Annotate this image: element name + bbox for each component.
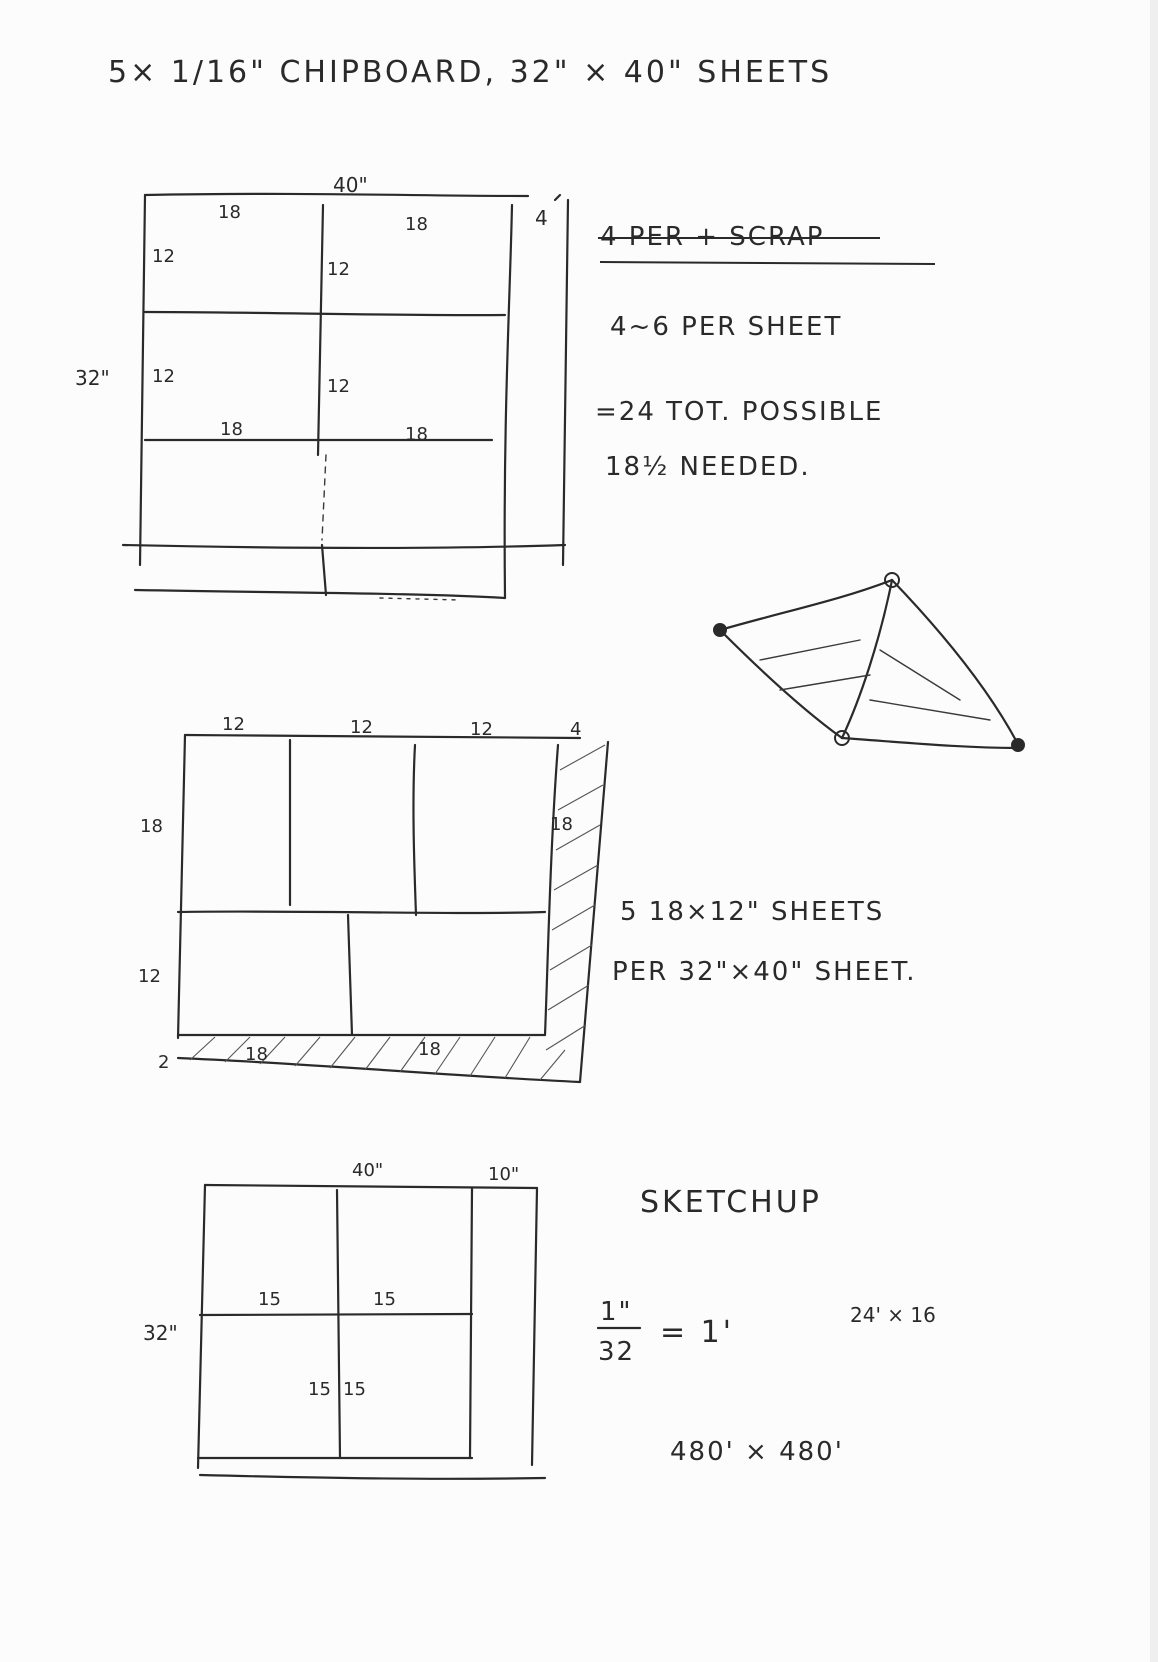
layout-a-mid-left-width: 18 (220, 419, 243, 440)
structure-bottom-edge (842, 738, 1020, 748)
layout-c-cell-label-1: 15 (258, 1289, 281, 1310)
layout-a-col-divider-low (322, 545, 326, 595)
layout-b-bottom-left-label: 2 (158, 1052, 170, 1073)
structure-hatch-1 (760, 640, 860, 660)
layout-a-right-edge (563, 200, 568, 565)
layout-c-height-label: 32" (143, 1321, 178, 1345)
structure-node-left (713, 623, 727, 637)
layout-b-row1-height: 18 (140, 816, 163, 837)
layout-b-diagram (138, 714, 608, 1082)
layout-a-col-divider-dashed (322, 455, 326, 540)
layout-b-left-edge (178, 735, 185, 1038)
structure-left-edge (720, 630, 842, 738)
sketchup-title: SKETCHUP (640, 1185, 822, 1220)
layout-a-right-tick (555, 195, 560, 200)
structure-node-right (1011, 738, 1025, 752)
structure-hatch-3 (880, 650, 960, 700)
layout-a-bottom-edge (135, 590, 505, 598)
structure-spine (842, 580, 892, 738)
layout-a-strip-label: 4 (535, 206, 548, 230)
layout-c-top-edge (205, 1185, 537, 1188)
layout-b-notes (612, 897, 917, 987)
layout-a-row1-left-height: 12 (152, 246, 175, 267)
layout-a-strip-divider (505, 205, 512, 598)
layout-a-height-label: 32" (75, 366, 110, 390)
layout-a-line-row4 (123, 545, 565, 548)
layout-b-row-divider (178, 912, 545, 913)
layout-a-left-edge (140, 195, 145, 565)
layout-b-col-label-1: 12 (222, 714, 245, 735)
layout-c-col-divider (337, 1190, 340, 1458)
layout-a-col-divider (318, 205, 323, 455)
layout-a-bottom-dots (380, 598, 460, 600)
layout-c-width-label: 40" (352, 1160, 384, 1181)
layout-b-col-divider-3 (545, 745, 558, 1035)
layout-a-line-row1 (145, 312, 505, 315)
layout-a-row1-right-height: 12 (327, 259, 350, 280)
layout-b-bottom-inner (178, 1035, 545, 1036)
layout-b-top-edge (185, 735, 580, 738)
layout-c-notes (598, 1185, 936, 1467)
layout-b-note-line1: 5 18×12" SHEETS (620, 897, 885, 927)
structure-hatch-4 (870, 700, 990, 720)
scale-value: = 1' (660, 1315, 735, 1350)
layout-c-cell-label-2: 15 (373, 1289, 396, 1310)
layout-b-col-label-4: 4 (570, 719, 582, 740)
layout-a-mid-right-width: 18 (405, 424, 428, 445)
layout-a-diagram (75, 173, 568, 600)
layout-a-notes (595, 222, 935, 482)
layout-a-row2-left-height: 12 (152, 366, 175, 387)
layout-c-strip-divider (470, 1188, 472, 1458)
layout-c-diagram (143, 1160, 545, 1479)
structure-right-edge (892, 580, 1020, 748)
layout-c-cell-label-3: 15 (308, 1379, 331, 1400)
layout-a-width-label: 40" (333, 173, 368, 197)
structure-top-edge (720, 580, 892, 630)
note-underline (600, 262, 935, 264)
layout-b-right-edge (580, 742, 608, 1082)
layout-b-bottom-width-2: 18 (418, 1039, 441, 1060)
layout-b-note-line2: PER 32"×40" SHEET. (612, 957, 917, 987)
scale-numerator: 1" (600, 1297, 633, 1327)
structure-sketch (713, 573, 1025, 752)
layout-a-row2-right-height: 12 (327, 376, 350, 397)
note-struck: 4 PER + SCRAP (600, 222, 825, 252)
page-title: 5× 1/16" CHIPBOARD, 32" × 40" SHEETS (108, 55, 833, 90)
layout-b-bottom-width-1: 18 (245, 1044, 268, 1065)
layout-b-col-label-2: 12 (350, 717, 373, 738)
layout-c-bottom-edge (200, 1475, 545, 1479)
layout-b-row2-divider (348, 915, 352, 1035)
layout-b-row2-height: 12 (138, 966, 161, 987)
layout-b-bottom-edge (178, 1058, 580, 1082)
layout-c-right-edge (532, 1188, 537, 1465)
layout-b-col-label-3: 12 (470, 719, 493, 740)
structure-hatch-2 (780, 675, 870, 690)
layout-c-cell-label-4: 15 (343, 1379, 366, 1400)
scale-denominator: 32 (598, 1337, 636, 1367)
layout-b-strip-height: 18 (550, 814, 573, 835)
layout-c-strip-label: 10" (488, 1164, 520, 1185)
size-b: 480' × 480' (670, 1437, 844, 1467)
note-needed: 18½ NEEDED. (605, 452, 811, 482)
layout-a-top-left-width: 18 (218, 202, 241, 223)
size-a: 24' × 16 (850, 1303, 936, 1327)
note-per-sheet: 4~6 PER SHEET (610, 312, 843, 342)
layout-c-left-edge (198, 1185, 205, 1468)
layout-a-top-right-width: 18 (405, 214, 428, 235)
layout-c-row-divider (200, 1314, 472, 1315)
layout-b-col-divider-2 (413, 745, 416, 915)
note-possible: =24 TOT. POSSIBLE (595, 397, 884, 427)
